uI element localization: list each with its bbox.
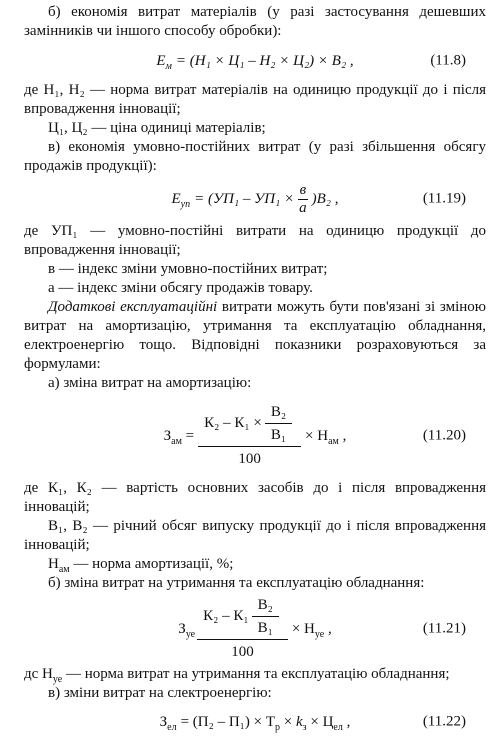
fraction-denominator: В₁: [257, 619, 273, 636]
fraction-numerator: В₂: [252, 597, 279, 617]
formula-number: (11.21): [422, 620, 466, 637]
big-fraction-denominator: 100: [238, 450, 261, 467]
paragraph-k-definition: де К₁, К₂ — вартість основних засобів до і після впровадження інновацій;: [24, 480, 486, 515]
formula-fraction: [252, 597, 279, 637]
formula-number: (11.19): [422, 190, 466, 207]
paragraph-additional-costs: [24, 298, 486, 374]
formula-fraction: [265, 404, 292, 444]
formula-big-fraction: [198, 404, 301, 469]
paragraph-text: витрати можуть бути пов'язані зі зміною витрат на амортизацію, утримання та експлуатацію обладнання, електроенергію тощо. Відповідні показники розраховуються за формулами:: [24, 299, 486, 372]
paragraph-electricity-heading: в) зміни витрат на слектроенергію:: [48, 685, 272, 701]
paragraph-b-definition: В₁, В₂ — річний обсяг випуску продукції до і після впровадження інновацій;: [24, 518, 486, 553]
formula-lhs: $З_{уе}$: [178, 620, 196, 640]
big-fraction-numerator: [197, 597, 288, 640]
italic-term: Додаткові експлуатаційні: [48, 299, 218, 315]
formula-11-19: [24, 176, 486, 222]
paragraph-nue-definition: дс $Н_{уе}$ — норма витрат на утримання та експлуатацію обладнання;: [24, 666, 450, 685]
formula-lhs: $E_м$: [156, 52, 172, 72]
formula-right: × $Н_{ам}$ ,: [305, 427, 347, 447]
fraction-numerator: в: [299, 181, 307, 198]
paragraph-up-definition: де УП₁ — умовно-постійні витрати на одиницю продукції до впровадження інновації;: [24, 223, 486, 258]
formula-number: (11.22): [422, 713, 466, 730]
paragraph-norm-definition: де Н₁, Н₂ — норма витрат матеріалів на одиницю продукції до і після впровадження інновації;: [24, 82, 486, 117]
formula-11-20: [24, 393, 486, 479]
formula-lhs: $E_{уп}$: [171, 190, 191, 210]
big-fraction-denominator: 100: [231, 643, 254, 660]
paragraph-v-definition: в — індекс зміни умовно-постійних витрат;: [48, 261, 328, 277]
formula-fraction: [297, 182, 309, 217]
formula-11-21: [24, 593, 486, 665]
formula-lhs: $З_{ел}$: [159, 713, 177, 733]
formula-left: = (УП₁ – УП₁ ×: [194, 190, 295, 207]
formula-rhs: = (H₁ × Ц₁ – H₂ × Ц₂) × B₂ ,: [175, 52, 354, 69]
formula-big-fraction: [197, 597, 288, 662]
big-fraction-numerator: [198, 404, 301, 447]
formula-number: (11.20): [422, 427, 466, 444]
formula-right: )B₂ ,: [311, 190, 339, 207]
paragraph-nam-definition: $Н_{ам}$ — норма амортизації, %;: [48, 556, 234, 575]
numerator-text: К₂ – К₁ ×: [204, 415, 262, 431]
formula-rhs: = $(П_2 - П_1) \times Т_р \times k_з \times Ц_{ел}$ ,: [180, 713, 351, 733]
paragraph-material-savings: б) економія витрат матеріалів (у разі застосування дешевших замінників чи іншого способу обробки):: [24, 4, 486, 39]
fraction-denominator: а: [299, 199, 307, 216]
paragraph-a-definition: а — індекс зміни обсягу продажів товару.: [48, 280, 313, 296]
fraction-numerator: В₂: [265, 404, 292, 424]
paragraph-amortization-heading: а) зміна витрат на амортизацію:: [48, 375, 252, 391]
formula-lhs: $З_{ам}$ =: [163, 427, 195, 447]
paragraph-fixed-costs: в) економія умовно-постійних витрат (у разі збільшення обсягу продажів продукції):: [24, 139, 486, 174]
paragraph-maintenance-heading: б) зміна витрат на утримання та експлуатацію обладнання:: [48, 575, 425, 591]
fraction-denominator: В₁: [270, 426, 287, 443]
formula-11-8: [24, 41, 486, 81]
formula-11-22: [24, 703, 486, 741]
numerator-text: К₂ – К₁: [203, 608, 249, 624]
formula-number: (11.8): [430, 52, 466, 69]
paragraph-price-definition: Ц₁, Ц₂ — ціна одиниці матеріалів;: [48, 120, 266, 136]
formula-right: × $Н_{уе}$ ,: [291, 620, 332, 640]
